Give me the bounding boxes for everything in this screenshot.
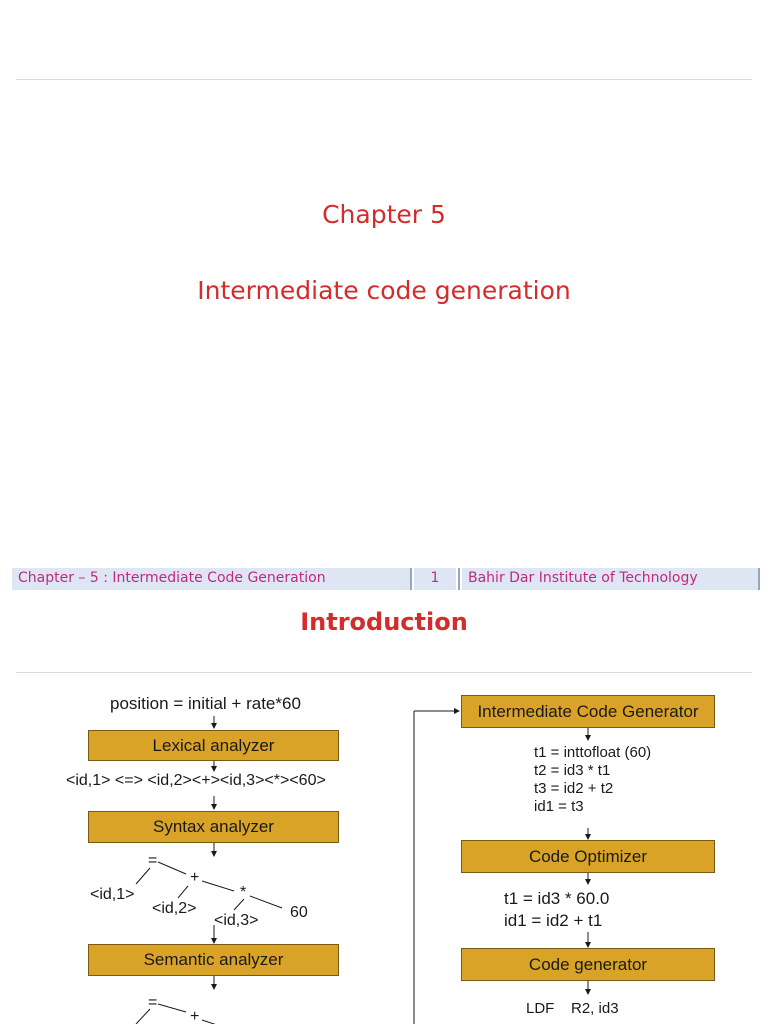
chapter-subtitle: Intermediate code generation (197, 276, 571, 305)
icg-code-line: t1 = inttofloat (60) (534, 744, 652, 761)
icg-code-line: t2 = id3 * t1 (534, 762, 611, 779)
footer-chapter-label: Chapter – 5 : Intermediate Code Generation (12, 568, 410, 590)
slide-title: Introduction (300, 608, 468, 636)
opt-code-line: id1 = id2 + t1 (504, 911, 603, 930)
icg-output-code (534, 744, 651, 816)
footer-institution: Bahir Dar Institute of Technology (462, 568, 760, 590)
tree2-plus-node: + (190, 1008, 200, 1025)
tree1-assign-node: = (148, 852, 158, 869)
icg-code-line: id1 = t3 (534, 798, 584, 815)
tree1-num-leaf: 60 (290, 904, 308, 921)
token-stream: <id,1> <=> <id,2><+><id,3><*><60> (66, 772, 326, 789)
semantic-analyzer-box: Semantic analyzer (88, 944, 339, 976)
opt-code-line: t1 = id3 * 60.0 (504, 889, 610, 908)
lexical-analyzer-box: Lexical analyzer (88, 730, 339, 761)
icg-code-line: t3 = id2 + t2 (534, 780, 614, 797)
tree2-assign-node: = (148, 994, 158, 1011)
tree1-id1-leaf: <id,1> (90, 886, 135, 903)
tree1-plus-node: + (190, 869, 200, 886)
optimizer-output-code (504, 888, 609, 932)
intermediate-code-generator-box: Intermediate Code Generator (461, 695, 715, 728)
syntax-analyzer-box: Syntax analyzer (88, 811, 339, 843)
tree1-id3-leaf: <id,3> (214, 912, 259, 929)
target-code-line: LDF R2, id3 (526, 1000, 619, 1017)
code-optimizer-box: Code Optimizer (461, 840, 715, 873)
chapter-title: Chapter 5 (322, 200, 446, 229)
tree1-mult-node: * (240, 884, 247, 901)
tree1-id2-leaf: <id,2> (152, 900, 197, 917)
footer-page-number: 1 (414, 568, 456, 590)
code-generator-box: Code generator (461, 948, 715, 981)
source-statement: position = initial + rate*60 (110, 694, 301, 713)
